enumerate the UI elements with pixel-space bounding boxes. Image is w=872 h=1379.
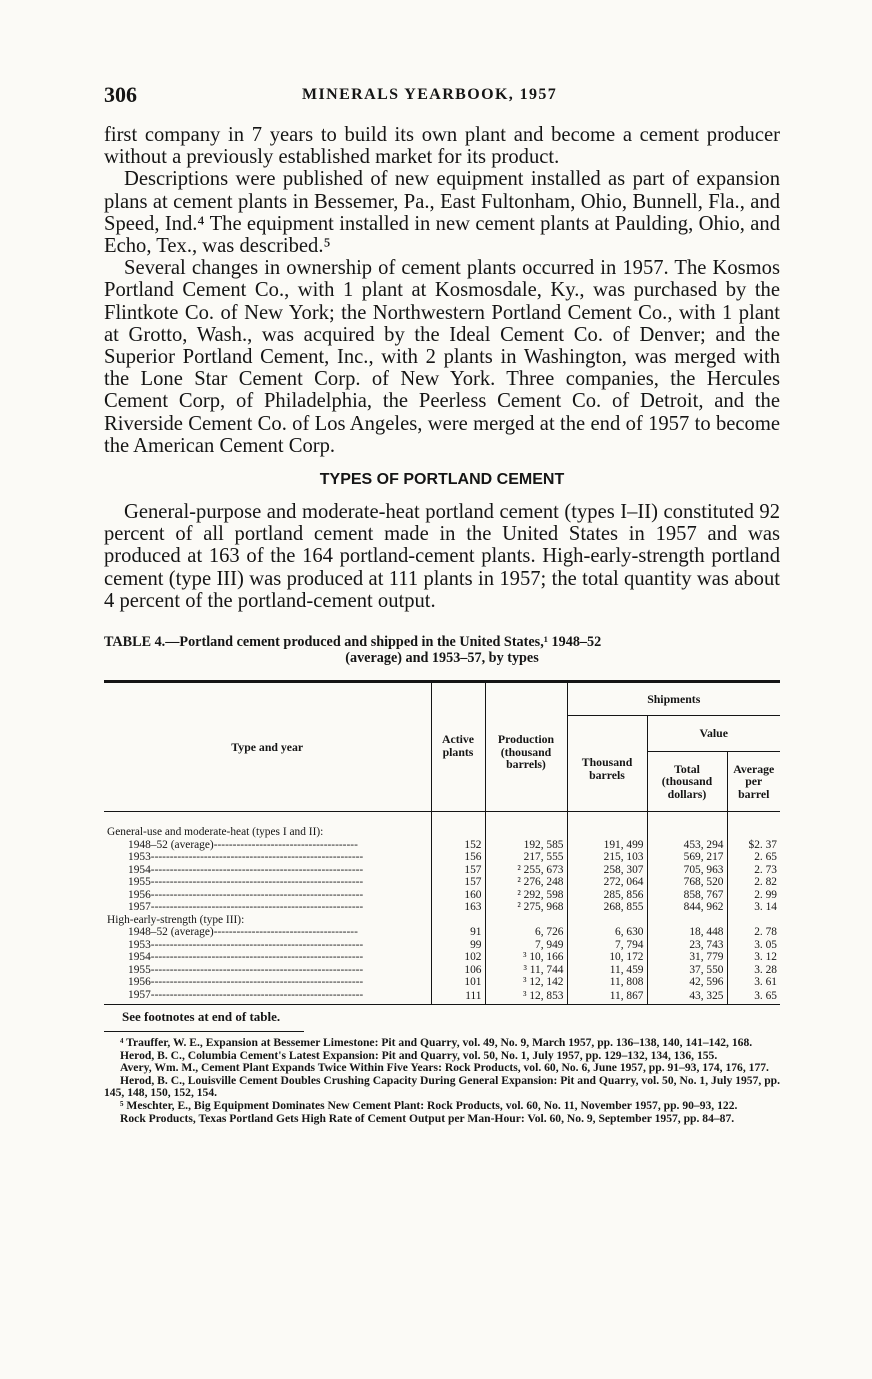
cell-barrels: 272, 064 — [567, 876, 647, 889]
cell-total: 18, 448 — [647, 926, 727, 939]
footnote: Rock Products, Texas Portland Gets High Rate of Cement Output per Man-Hour: Vol. 60, No. 9, September 1957, pp. 84–87. — [120, 1111, 735, 1125]
cell-barrels: 268, 855 — [567, 901, 647, 914]
cell-production: ³ 11, 744 — [485, 964, 567, 977]
row-year: 1957-------------------------------------------------------- — [128, 988, 364, 1001]
footnote: Herod, B. C., Columbia Cement's Latest Expansion: Pit and Quarry, vol. 50, No. 1, July 1957, pp. 129–132, 134, 136, 155. — [120, 1048, 718, 1062]
row-year: 1948–52 (average)-------------------------------------- — [128, 838, 358, 851]
cell-production: ³ 12, 853 — [485, 989, 567, 1005]
row-year: 1953-------------------------------------------------------- — [128, 851, 364, 864]
table-row — [104, 839, 780, 852]
cell-total: 569, 217 — [647, 851, 727, 864]
cell-barrels: 215, 103 — [567, 851, 647, 864]
header-thousand-barrels: Thousand barrels — [567, 716, 647, 812]
cell-plants: 163 — [431, 901, 485, 914]
cell-production: ³ 12, 142 — [485, 976, 567, 989]
table-row — [104, 939, 780, 952]
cell-production: ³ 10, 166 — [485, 951, 567, 964]
row-year: 1956-------------------------------------------------------- — [128, 888, 364, 901]
table-row — [104, 889, 780, 902]
cell-plants: 101 — [431, 976, 485, 989]
cell-average: 2. 78 — [727, 926, 780, 939]
cell-barrels: 11, 459 — [567, 964, 647, 977]
paragraph: Descriptions were published of new equipment installed as part of expansion plans at cement plants in Bessemer, Pa., East Fultonham, Ohio, Bunnell, Fla., and Speed, Ind.⁴ The equipment installed in new cement plants at Paulding, Ohio, and Echo, Tex., was described.⁵ — [104, 168, 780, 258]
cell-average: 3. 12 — [727, 951, 780, 964]
table-row — [104, 851, 780, 864]
cell-average: 2. 99 — [727, 889, 780, 902]
document-page — [104, 82, 780, 1125]
cell-total: 42, 596 — [647, 976, 727, 989]
footnote: Avery, Wm. M., Cement Plant Expands Twice Within Five Years: Rock Products, vol. 60, No. 6, June 1957, pp. 91–93, 174, 176, 177. — [120, 1061, 769, 1075]
paragraph: first company in 7 years to build its own plant and become a cement producer without a previously established market for its product. — [104, 124, 780, 169]
cell-production: 192, 585 — [485, 839, 567, 852]
cell-average: 3. 28 — [727, 964, 780, 977]
footnote: ⁴ Trauffer, W. E., Expansion at Bessemer Limestone: Pit and Quarry, vol. 49, No. 9, March 1957, pp. 136–138, 140, 141–142, 168. — [120, 1036, 753, 1050]
table-row — [104, 864, 780, 877]
cell-barrels: 7, 794 — [567, 939, 647, 952]
header-active-plants: Active plants — [431, 682, 485, 812]
footnote-rule — [104, 1031, 304, 1032]
cell-production: 217, 555 — [485, 851, 567, 864]
row-year: 1955-------------------------------------------------------- — [128, 876, 364, 889]
cell-barrels: 191, 499 — [567, 839, 647, 852]
cell-production: ² 276, 248 — [485, 876, 567, 889]
table-row — [104, 989, 780, 1005]
cell-barrels: 11, 867 — [567, 989, 647, 1005]
cell-average: 2. 82 — [727, 876, 780, 889]
row-year: 1954-------------------------------------------------------- — [128, 863, 364, 876]
cement-table — [104, 680, 780, 1004]
footnote: ⁵ Meschter, E., Big Equipment Dominates New Cement Plant: Rock Products, vol. 60, No. 11, November 1957, pp. 90–93, 122. — [120, 1099, 738, 1113]
cell-average: 2. 65 — [727, 851, 780, 864]
body-text — [104, 124, 780, 457]
cell-plants: 157 — [431, 876, 485, 889]
cell-plants: 91 — [431, 926, 485, 939]
table-row — [104, 926, 780, 939]
row-year: 1948–52 (average)-------------------------------------- — [128, 926, 358, 939]
cell-barrels: 258, 307 — [567, 864, 647, 877]
cell-average: 3. 14 — [727, 901, 780, 914]
table-row — [104, 976, 780, 989]
table-note: See footnotes at end of table. — [122, 1009, 281, 1025]
running-title: MINERALS YEARBOOK, 1957 — [302, 86, 558, 103]
header-value: Value — [647, 716, 780, 752]
cell-production: ² 292, 598 — [485, 889, 567, 902]
cell-plants: 160 — [431, 889, 485, 902]
table-body — [104, 812, 780, 1005]
cell-barrels: 285, 856 — [567, 889, 647, 902]
group-label: High-early-strength (type III): — [107, 913, 245, 926]
page-header — [104, 82, 780, 112]
header-type-year: Type and year — [104, 682, 431, 812]
cell-barrels: 6, 630 — [567, 926, 647, 939]
cell-total: 453, 294 — [647, 839, 727, 852]
cell-total: 858, 767 — [647, 889, 727, 902]
cell-plants: 99 — [431, 939, 485, 952]
cell-plants: 152 — [431, 839, 485, 852]
cell-plants: 106 — [431, 964, 485, 977]
cell-plants: 102 — [431, 951, 485, 964]
row-year: 1955-------------------------------------------------------- — [128, 963, 364, 976]
cell-plants: 157 — [431, 864, 485, 877]
cell-production: 7, 949 — [485, 939, 567, 952]
header-production: Production (thousand barrels) — [485, 682, 567, 812]
footnote: Herod, B. C., Louisville Cement Doubles Crushing Capacity During General Expansion: Pit and Quarry, vol. 50, No. 1, July 1957, pp. 145, 148, 150, 152, 154. — [104, 1073, 780, 1100]
row-year: 1953-------------------------------------------------------- — [128, 938, 364, 951]
row-year: 1957-------------------------------------------------------- — [128, 901, 364, 914]
table-row — [104, 964, 780, 977]
header-total: Total (thousand dollars) — [647, 752, 727, 812]
cell-average: 2. 73 — [727, 864, 780, 877]
row-year: 1956-------------------------------------------------------- — [128, 976, 364, 989]
footnotes — [104, 1037, 780, 1125]
table-row — [104, 876, 780, 889]
table-row — [104, 901, 780, 914]
cell-barrels: 10, 172 — [567, 951, 647, 964]
section-paragraph: General-purpose and moderate-heat portland cement (types I–II) constituted 92 percent of all portland cement made in the United States in 1957 and was produced at 163 of the 164 portland-cement plants. High-early-strength portland cement (type III) was produced at 111 plants in 1957; the total quantity was about 4 percent of the portland-cement output. — [104, 501, 780, 612]
header-average: Average per barrel — [727, 752, 780, 812]
cell-plants: 111 — [431, 989, 485, 1005]
cell-total: 37, 550 — [647, 964, 727, 977]
cell-total: 43, 325 — [647, 989, 727, 1005]
table-title-line2: (average) and 1953–57, by types — [345, 650, 539, 667]
table-row — [104, 951, 780, 964]
cell-production: 6, 726 — [485, 926, 567, 939]
cell-average: $2. 37 — [727, 839, 780, 852]
cell-total: 844, 962 — [647, 901, 727, 914]
section-heading: TYPES OF PORTLAND CEMENT — [319, 471, 565, 489]
table-title-line1: TABLE 4.—Portland cement produced and shipped in the United States,¹ 1948–52 — [104, 634, 602, 651]
group-label: General-use and moderate-heat (types I and II): — [107, 826, 324, 839]
cell-total: 705, 963 — [647, 864, 727, 877]
cell-total: 31, 779 — [647, 951, 727, 964]
cell-production: ² 275, 968 — [485, 901, 567, 914]
cell-production: ² 255, 673 — [485, 864, 567, 877]
cell-average: 3. 05 — [727, 939, 780, 952]
cell-total: 23, 743 — [647, 939, 727, 952]
page-number: 306 — [104, 82, 137, 107]
cell-plants: 156 — [431, 851, 485, 864]
table-bottom-rule — [104, 1004, 780, 1005]
cell-barrels: 11, 808 — [567, 976, 647, 989]
table-title — [104, 634, 780, 666]
cell-total: 768, 520 — [647, 876, 727, 889]
row-year: 1954-------------------------------------------------------- — [128, 951, 364, 964]
cell-average: 3. 65 — [727, 989, 780, 1005]
header-shipments: Shipments — [567, 682, 780, 716]
paragraph: Several changes in ownership of cement plants occurred in 1957. The Kosmos Portland Cement Co., with 1 plant at Kosmosdale, Ky., was purchased by the Flintkote Co. of New York; the Northwestern Portland Cement Co., with 1 plant at Grotto, Wash., was acquired by the Ideal Cement Co. of Denver; and the Superior Portland Cement, Inc., with 2 plants in Washington, was merged with the Lone Star Cement Corp. of New York. Three companies, the Hercules Cement Corp, of Philadelphia, the Peerless Cement Co. of Detroit, and the Riverside Cement Co. of Los Angeles, were merged at the end of 1957 to become the American Cement Corp. — [104, 257, 780, 457]
cell-average: 3. 61 — [727, 976, 780, 989]
